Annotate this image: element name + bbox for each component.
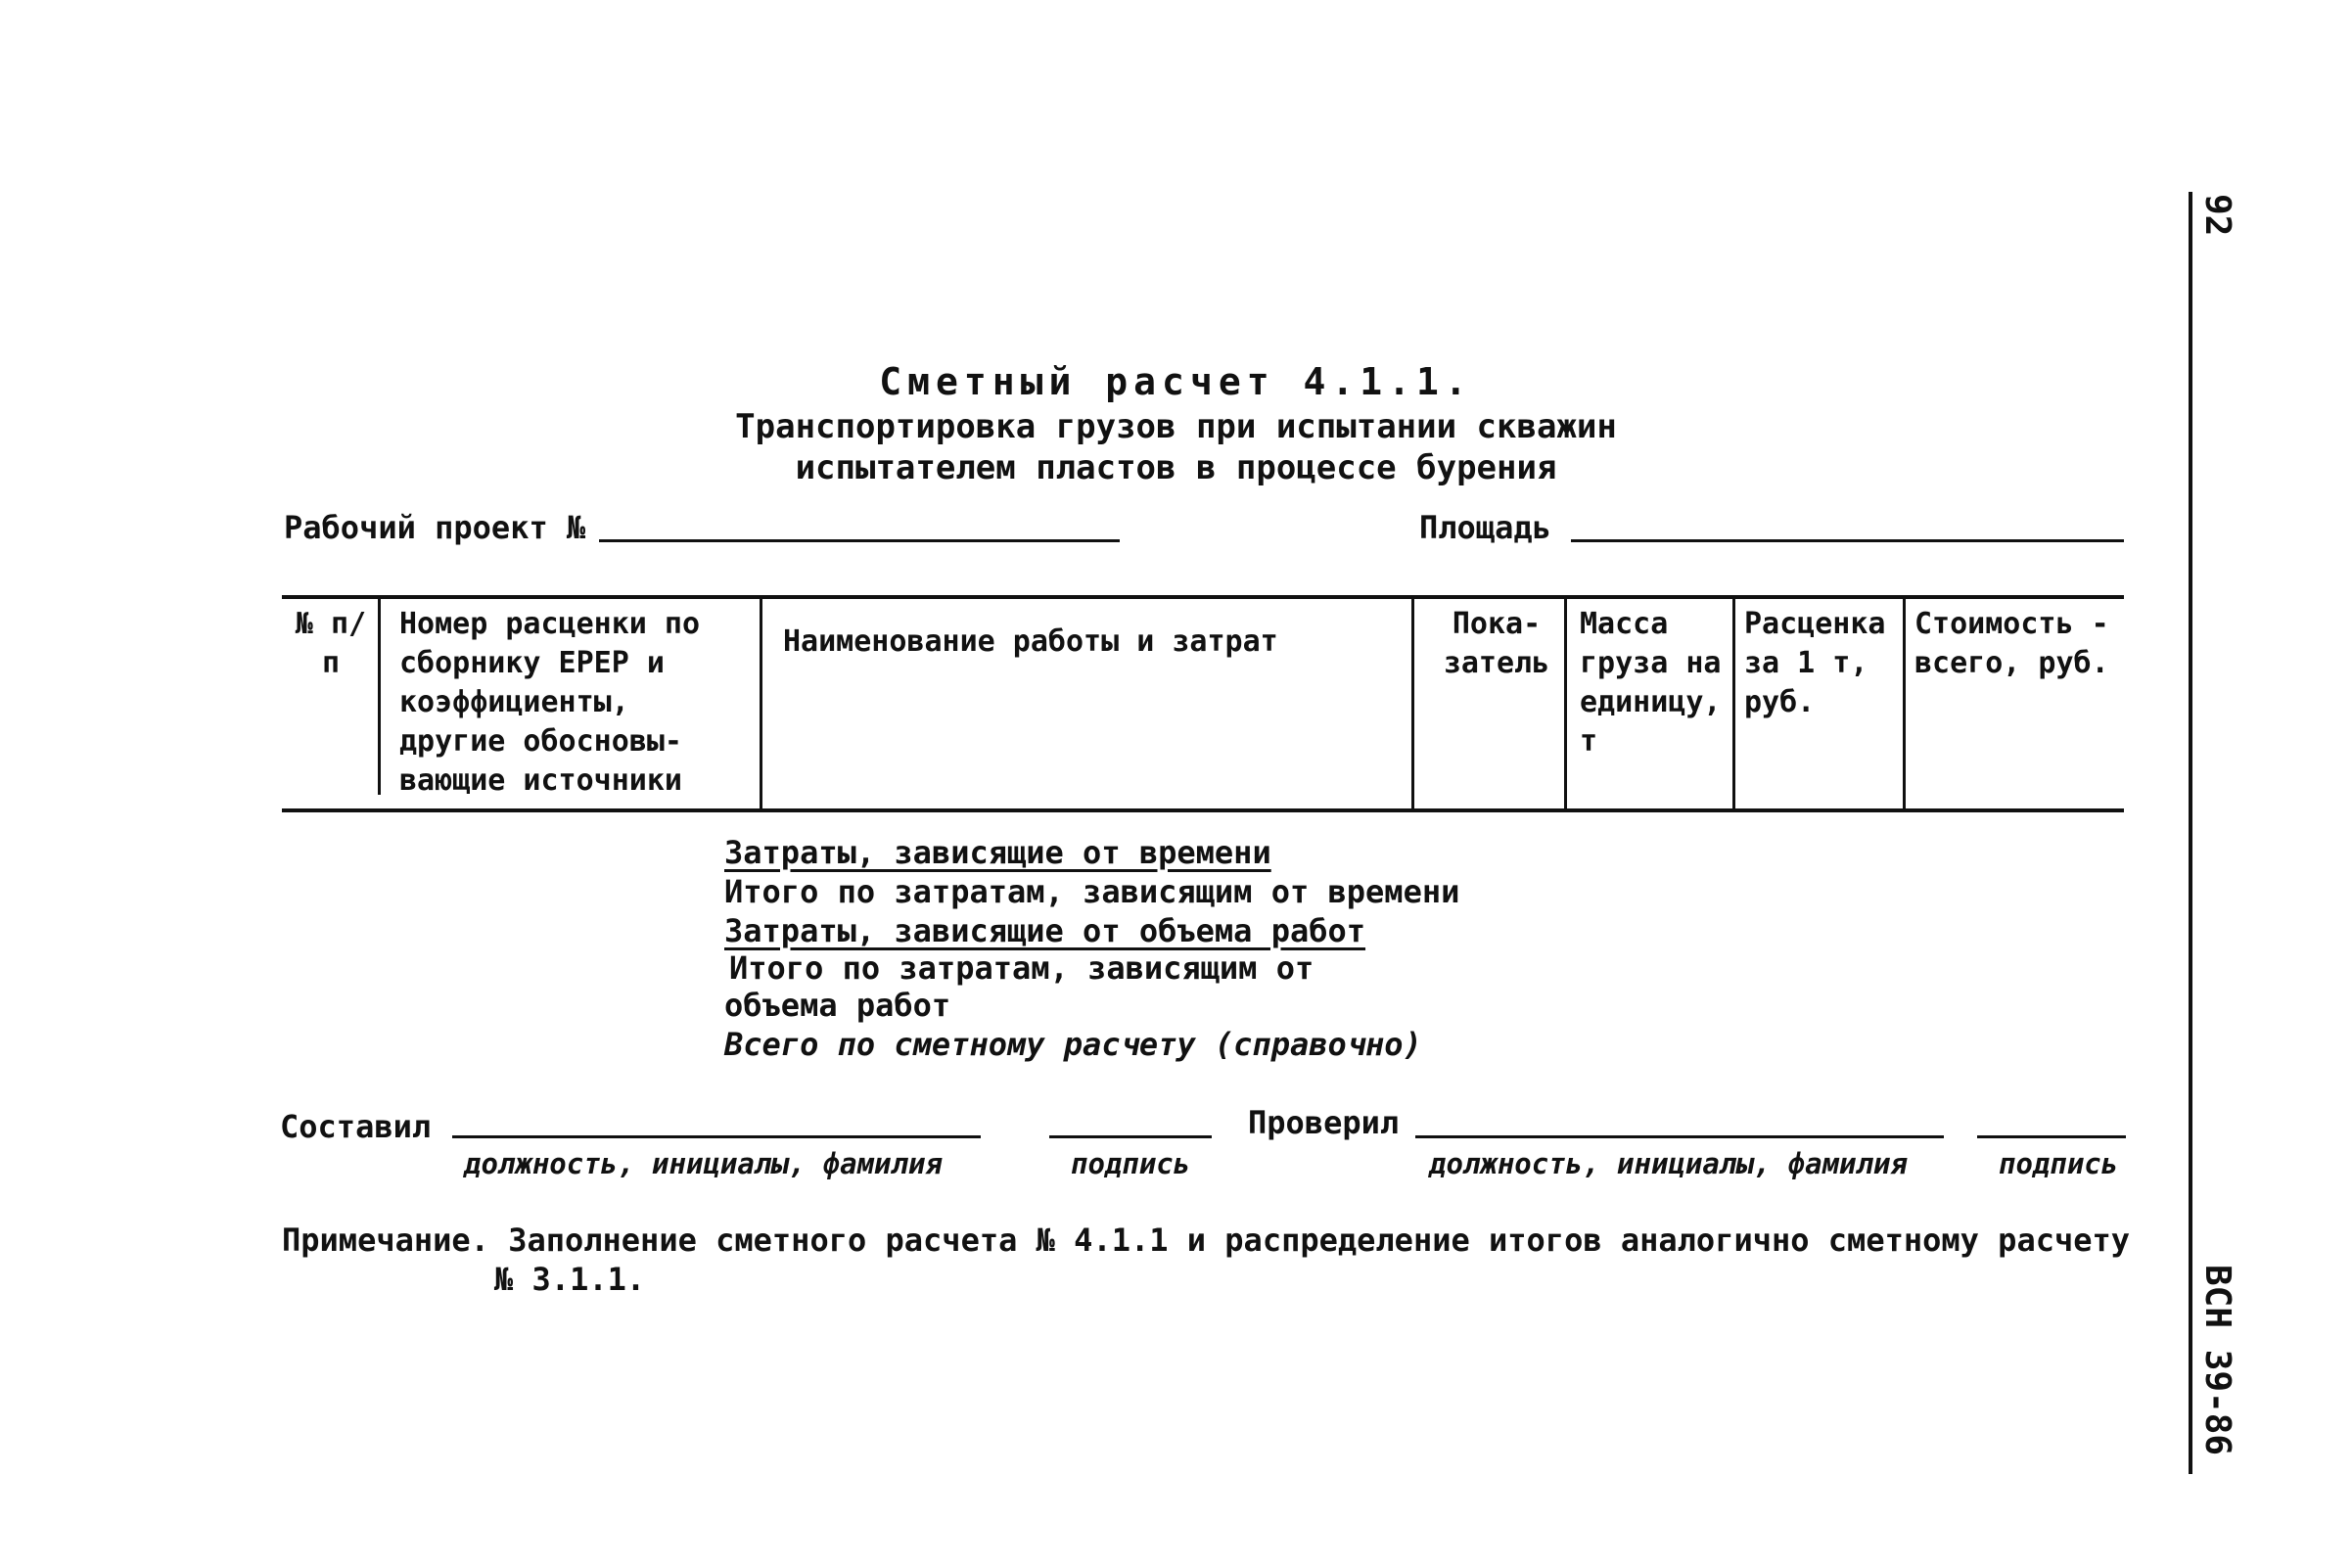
grand-total: Всего по сметному расчету (справочно) bbox=[724, 1026, 1422, 1063]
margin-rule bbox=[2189, 192, 2192, 1474]
subtotal-volume-line2: объема работ bbox=[724, 987, 951, 1024]
project-label: Рабочий проект № bbox=[284, 509, 586, 546]
caption-position: должность, инициалы, фамилия bbox=[464, 1147, 943, 1180]
table-divider bbox=[1732, 599, 1735, 808]
table-divider bbox=[1411, 599, 1414, 808]
margin-document-code: ВСН 39-86 bbox=[2197, 1265, 2237, 1456]
header-cell: Масса груза на единицу, т bbox=[1580, 607, 1722, 759]
document-subtitle-line2: испытателем пластов в процессе бурения bbox=[795, 448, 1557, 487]
table-bottom-rule bbox=[282, 808, 2124, 812]
table-divider bbox=[760, 599, 762, 808]
caption-position: должность, инициалы, фамилия bbox=[1429, 1147, 1908, 1180]
subtotal-time: Итого по затратам, зависящим от времени bbox=[724, 873, 1460, 910]
header-cell: № п/п bbox=[295, 607, 367, 680]
document-title: Сметный расчет 4.1.1. bbox=[879, 360, 1473, 403]
caption-signature: подпись bbox=[1071, 1147, 1191, 1180]
compiled-position-field[interactable] bbox=[452, 1135, 981, 1138]
compiled-by-label: Составил bbox=[280, 1108, 432, 1145]
table-top-rule bbox=[282, 595, 2124, 599]
checked-by-label: Проверил bbox=[1248, 1104, 1400, 1141]
project-number-field[interactable] bbox=[599, 539, 1120, 542]
subtotal-volume-line1: Итого по затратам, зависящим от bbox=[729, 949, 1314, 987]
table-divider bbox=[378, 599, 381, 795]
checked-signature-field[interactable] bbox=[1977, 1135, 2126, 1138]
area-label: Площадь bbox=[1419, 509, 1551, 546]
checked-position-field[interactable] bbox=[1415, 1135, 1944, 1138]
table-divider bbox=[1903, 599, 1906, 808]
header-cell: Номер расценки по сборнику ЕРЕР и коэффициенты, другие обосновы- вающие источники bbox=[399, 607, 701, 798]
section-heading-time: Затраты, зависящие от времени bbox=[724, 834, 1271, 871]
section-heading-volume: Затраты, зависящие от объема работ bbox=[724, 912, 1366, 949]
margin-page-number: 92 bbox=[2197, 194, 2237, 237]
table-divider bbox=[1564, 599, 1567, 808]
compiled-signature-field[interactable] bbox=[1049, 1135, 1212, 1138]
document-subtitle-line1: Транспортировка грузов при испытании скважин bbox=[735, 407, 1617, 446]
header-cell: Расценка за 1 т, руб. bbox=[1744, 607, 1886, 719]
area-field[interactable] bbox=[1571, 539, 2124, 542]
note-line1: Примечание. Заполнение сметного расчета № 4.1.1 и распределение итогов аналогично сметному расчету bbox=[282, 1222, 2131, 1259]
header-cell: Наименование работы и затрат bbox=[783, 624, 1278, 659]
note-line2: № 3.1.1. bbox=[494, 1261, 646, 1298]
caption-signature: подпись bbox=[1999, 1147, 2119, 1180]
header-cell: Стоимость - всего, руб. bbox=[1914, 607, 2109, 680]
header-cell: Пока- затель bbox=[1443, 607, 1550, 680]
